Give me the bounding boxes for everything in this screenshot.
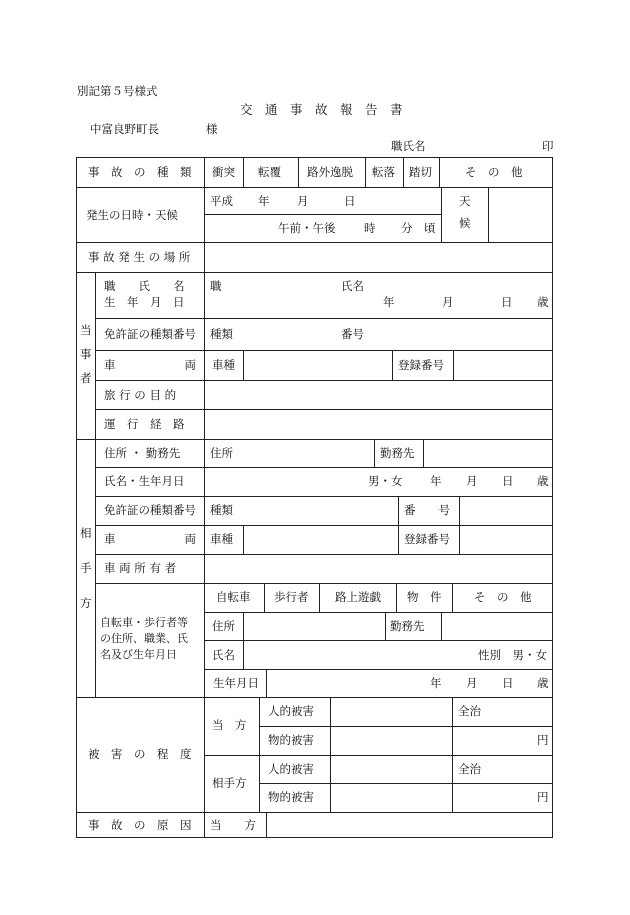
option-rollover[interactable]: 転覆 — [258, 165, 281, 179]
cell-divider — [452, 583, 453, 612]
option-bicycle[interactable]: 自転車 — [216, 590, 251, 604]
option-collision[interactable]: 衝突 — [212, 165, 235, 179]
cell-divider — [264, 583, 265, 612]
other-age: 歳 — [537, 474, 549, 488]
row-divider — [76, 439, 553, 440]
vehicle-owner-label: 車 両 所 有 者 — [104, 561, 177, 575]
cell-divider — [243, 612, 244, 669]
row-divider — [204, 755, 553, 756]
other-full-recovery: 全治 — [458, 762, 481, 776]
party-license-type: 種類 — [210, 327, 233, 341]
party-group-label-2: 事 — [80, 347, 92, 361]
damage-other-label: 相手方 — [212, 776, 247, 790]
cell-divider — [266, 669, 267, 697]
month-label: 月 — [297, 194, 309, 208]
other-name-birth-label: 氏名・生年月日 — [104, 474, 185, 488]
cell-divider — [298, 157, 299, 187]
weather-label-2: 候 — [459, 216, 471, 230]
other-registration-number: 登録番号 — [404, 532, 450, 546]
weather-label-1: 天 — [459, 194, 471, 208]
other-address: 住所 — [210, 446, 233, 460]
cell-divider — [459, 525, 460, 554]
cell-divider — [365, 157, 366, 187]
group-divider — [95, 439, 96, 697]
row-divider — [95, 467, 553, 468]
cell-divider — [441, 612, 442, 640]
group-divider — [95, 272, 96, 439]
pedestrian-birth-label: 生年月日 — [213, 676, 259, 690]
minute-label: 分 — [401, 221, 413, 235]
row-divider — [95, 380, 553, 381]
other-license-number: 番 号 — [404, 503, 450, 517]
party-registration-number: 登録番号 — [398, 358, 444, 372]
pedestrian-birth-year: 年 — [430, 676, 442, 690]
pedestrian-gender[interactable]: 性別 男・女 — [478, 648, 547, 662]
accident-type-label: 事 故 の 種 類 — [88, 165, 192, 179]
addressee: 中富良野町長 — [90, 122, 159, 136]
other-yen: 円 — [537, 790, 549, 804]
row-divider — [95, 554, 553, 555]
pedestrian-workplace: 勤務先 — [390, 619, 425, 633]
cell-divider — [243, 157, 244, 187]
other-gender[interactable]: 男・女 — [368, 474, 403, 488]
pedestrian-name: 氏名 — [212, 648, 235, 662]
cell-divider — [423, 439, 424, 467]
cell-divider — [403, 157, 404, 187]
cell-divider — [459, 496, 460, 525]
row-divider — [259, 783, 553, 784]
row-divider — [76, 242, 553, 243]
route-label: 運 行 経 路 — [104, 417, 185, 431]
cell-divider — [439, 157, 440, 187]
row-divider — [95, 409, 553, 410]
row-divider — [204, 669, 553, 670]
option-other[interactable]: そ の 他 — [465, 165, 523, 179]
official-name-label: 職氏名 — [391, 139, 426, 153]
cell-divider — [453, 350, 454, 380]
party-name-label: 職 氏 名 — [104, 279, 185, 293]
self-yen: 円 — [537, 733, 549, 747]
accident-location-label: 事 故 発 生 の 場 所 — [88, 250, 191, 264]
cell-divider — [396, 583, 397, 612]
cell-divider — [441, 187, 442, 242]
party-name: 氏名 — [341, 279, 364, 293]
pedestrian-label-2: の住所、職業、氏 — [100, 632, 188, 645]
option-object[interactable]: 物 件 — [407, 590, 442, 604]
other-license-type: 種類 — [210, 503, 233, 517]
travel-purpose-label: 旅 行 の 目 的 — [104, 388, 177, 402]
other-vehicle-label: 車 両 — [104, 532, 196, 546]
other-birth-year: 年 — [430, 474, 442, 488]
self-full-recovery: 全治 — [458, 704, 481, 718]
other-workplace: 勤務先 — [380, 446, 415, 460]
party-birth-day: 日 — [501, 295, 513, 309]
row-divider — [76, 187, 553, 188]
party-age: 歳 — [537, 295, 549, 309]
self-property-damage: 物的被害 — [268, 733, 314, 747]
row-divider — [95, 525, 553, 526]
other-address-label: 住所 ・ 勤務先 — [104, 446, 181, 460]
other-birth-month: 月 — [466, 474, 478, 488]
era-label: 平成 — [210, 194, 233, 208]
approx-label: 頃 — [424, 221, 436, 235]
option-pedestrian[interactable]: 歩行者 — [274, 590, 309, 604]
option-fall[interactable]: 転落 — [372, 165, 395, 179]
pedestrian-birth-month: 月 — [466, 676, 478, 690]
row-divider — [95, 318, 553, 319]
hour-label: 時 — [364, 221, 376, 235]
party-birth-month: 月 — [442, 295, 454, 309]
cell-divider — [319, 583, 320, 612]
cell-divider — [204, 214, 441, 215]
damage-extent-label: 被 害 の 程 度 — [88, 747, 192, 761]
datetime-weather-label: 発生の日時・天候 — [86, 208, 178, 222]
cell-divider — [398, 496, 399, 525]
row-divider — [204, 612, 553, 613]
am-pm-label: 午前・午後 — [278, 221, 336, 235]
cell-divider — [488, 187, 489, 242]
row-divider — [76, 272, 553, 273]
cell-divider — [385, 612, 386, 640]
other-license-label: 免許証の種類番号 — [104, 503, 196, 517]
other-group-label-1: 相 — [80, 526, 92, 540]
pedestrian-label-1: 自転車・歩行者等 — [100, 616, 188, 629]
cell-divider — [243, 350, 244, 380]
other-property-damage: 物的被害 — [268, 790, 314, 804]
honorific: 様 — [206, 122, 218, 136]
form-title: 交 通 事 故 報 告 書 — [240, 102, 403, 117]
party-occupation: 職 — [210, 279, 222, 293]
row-divider — [95, 496, 553, 497]
party-vehicle-label: 車 両 — [104, 358, 196, 372]
option-ped-other[interactable]: そ の 他 — [474, 590, 532, 604]
cell-divider — [243, 525, 244, 554]
party-birth-label: 生 年 月 日 — [104, 295, 185, 309]
row-divider — [259, 726, 553, 727]
option-railroad-crossing[interactable]: 踏切 — [409, 165, 432, 179]
cell-divider — [266, 812, 267, 838]
accident-cause-label: 事 故 の 原 因 — [88, 818, 192, 832]
pedestrian-label-3: 名及び生年月日 — [100, 648, 177, 661]
other-group-label-2: 手 — [80, 561, 92, 575]
party-birth-year: 年 — [383, 295, 395, 309]
cell-divider — [398, 525, 399, 554]
day-label: 日 — [344, 194, 356, 208]
party-group-label-3: 者 — [80, 371, 92, 385]
row-divider — [95, 350, 553, 351]
pedestrian-birth-day: 日 — [502, 676, 514, 690]
option-off-road[interactable]: 路外逸脱 — [307, 165, 353, 179]
cause-self-label: 当 方 — [210, 818, 256, 832]
seal-mark: 印 — [542, 139, 554, 153]
damage-self-label: 当 方 — [212, 718, 247, 732]
year-label: 年 — [258, 194, 270, 208]
party-group-label-1: 当 — [80, 323, 92, 337]
row-divider — [76, 697, 553, 698]
other-group-label-3: 方 — [80, 596, 92, 610]
row-divider — [95, 583, 553, 584]
party-license-number: 番号 — [341, 327, 364, 341]
cell-divider — [374, 439, 375, 467]
self-human-damage: 人的被害 — [268, 704, 314, 718]
other-birth-day: 日 — [502, 474, 514, 488]
option-street-play[interactable]: 路上遊戯 — [335, 590, 381, 604]
cell-divider — [392, 350, 393, 380]
label-column-divider — [204, 157, 205, 838]
row-divider — [204, 640, 553, 641]
pedestrian-address: 住所 — [212, 619, 235, 633]
party-license-label: 免許証の種類番号 — [104, 327, 196, 341]
pedestrian-age: 歳 — [537, 676, 549, 690]
party-vehicle-type: 車種 — [212, 358, 235, 372]
other-human-damage: 人的被害 — [268, 762, 314, 776]
form-number: 別記第５号様式 — [77, 84, 158, 98]
other-vehicle-type: 車種 — [210, 532, 233, 546]
row-divider — [76, 812, 553, 813]
